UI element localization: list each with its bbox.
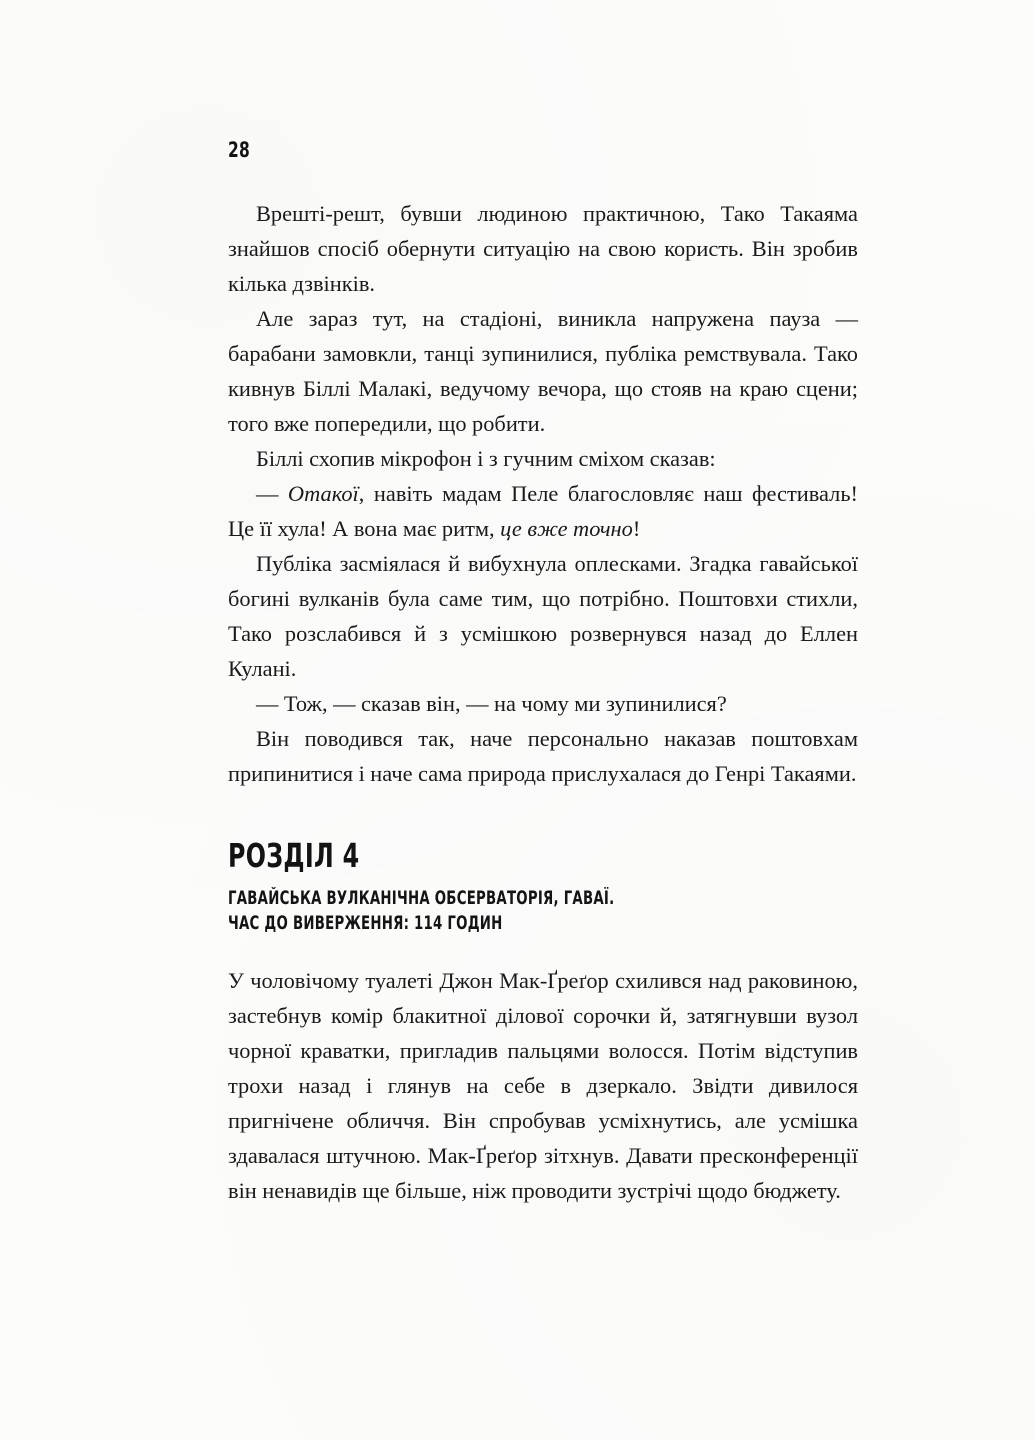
chapter-title: РОЗДІЛ 4 bbox=[228, 836, 360, 875]
page-number: 28 bbox=[228, 138, 250, 162]
paragraph bbox=[228, 963, 858, 1208]
paragraph bbox=[228, 686, 858, 721]
paragraph-text: Він поводився так, наче персонально наказав поштовхам припинитися і наче сама природа прислухалася до Генрі Такаями. bbox=[228, 726, 858, 786]
paragraph-text: Біллі схопив мікрофон і з гучним сміхом сказав: bbox=[256, 446, 716, 471]
after-chapter-text-block bbox=[228, 963, 858, 1208]
paragraph bbox=[228, 721, 858, 791]
paragraph bbox=[228, 546, 858, 686]
chapter-heading-block bbox=[228, 838, 858, 936]
chapter-subtitle-line: ЧАС ДО ВИВЕРЖЕННЯ: 114 ГОДИН bbox=[228, 913, 503, 934]
paragraph bbox=[228, 196, 858, 301]
paragraph-text: Врешті-решт, бувши людиною практичною, Тако Такаяма знайшов спосіб обернути ситуацію на свою користь. Він зробив кілька дзвінків. bbox=[228, 201, 858, 296]
paragraph bbox=[228, 301, 858, 441]
paragraph-text: Але зараз тут, на стадіоні, виникла напружена пауза — барабани замовкли, танці зупинилися, публіка ремствувала. Тако кивнув Біллі Малакі, ведучому вечора, що стояв на краю сцени; того вже попередили, що робити. bbox=[228, 306, 858, 436]
paragraph-text: , навіть мадам Пеле благословляє наш фестиваль! Це її хула! А вона має ритм, bbox=[228, 481, 858, 541]
chapter-subtitle bbox=[228, 874, 858, 936]
paragraph-text: Публіка засміялася й вибухнула оплесками. Згадка гавайської богині вулканів була саме тим, що потрібно. Поштовхи стихли, Тако розслабився й з усмішкою розвернувся назад до Еллен Кулані. bbox=[228, 551, 858, 681]
paragraph bbox=[228, 476, 858, 546]
body-text-block bbox=[228, 196, 858, 791]
paragraph-text: У чоловічому туалеті Джон Мак-Ґреґор схилився над раковиною, застебнув комір блакитної ділової сорочки й, затягнувши вузол чорної краватки, пригладив пальцями волосся. Потім відступив трохи назад і глянув на себе в дзеркало. Звідти дивилося пригнічене обличчя. Він спробував усміхнутись, але усмішка здавалася штучною. Мак-Ґреґор зітхнув. Давати пресконференції він ненавидів ще більше, ніж проводити зустрічі щодо бюджету. bbox=[228, 968, 858, 1203]
paragraph bbox=[228, 441, 858, 476]
paragraph-text: ! bbox=[632, 516, 641, 541]
paragraph-text: — bbox=[256, 481, 288, 506]
paragraph-text: — Тож, — сказав він, — на чому ми зупинилися? bbox=[256, 691, 727, 716]
chapter-subtitle-line: ГАВАЙСЬКА ВУЛКАНІЧНА ОБСЕРВАТОРІЯ, ГАВАЇ. bbox=[228, 888, 615, 909]
emphasis-text: це вже точно bbox=[500, 516, 633, 541]
emphasis-text: Отакої bbox=[287, 481, 359, 506]
